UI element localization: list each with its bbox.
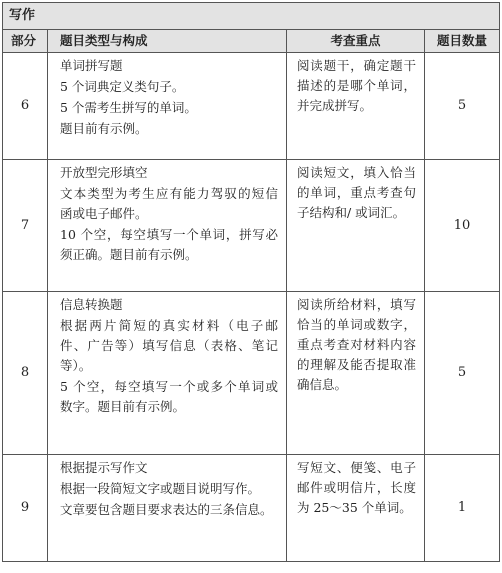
type-paragraph (60, 184, 278, 224)
type-paragraph (60, 500, 278, 520)
type-paragraph (60, 316, 278, 376)
type-paragraph (60, 295, 278, 315)
table-row (3, 53, 500, 160)
focus-text-line: 重点考查对材料内容 (297, 337, 416, 352)
focus-cell (287, 455, 425, 562)
table-row (3, 455, 500, 562)
question-count: 5 (425, 53, 500, 160)
type-paragraph (60, 479, 278, 499)
type-paragraph (60, 377, 278, 417)
focus-text-line: 为 25～35 个单词。 (297, 500, 412, 515)
focus-cell (287, 160, 425, 292)
focus-cell (287, 53, 425, 160)
focus-text-line: 并完成拼写。 (297, 98, 373, 113)
type-text-line: 5 个空，每空填写一个或多个单词或 (60, 379, 278, 394)
focus-text-line: 描述的是哪个单词， (297, 78, 416, 93)
table-row (3, 160, 500, 292)
question-count: 10 (425, 160, 500, 292)
table-row (3, 292, 500, 455)
type-paragraph (60, 458, 278, 478)
column-header-count: 题目数量 (425, 30, 500, 53)
type-text-line: 文章要包含题目要求表达的三条信息。 (60, 502, 273, 517)
part-number: 7 (3, 160, 48, 292)
question-count: 1 (425, 455, 500, 562)
type-text-line: 题目前有示例。 (60, 121, 148, 136)
focus-cell (287, 292, 425, 455)
question-count: 5 (425, 292, 500, 455)
question-type-cell (48, 292, 287, 455)
column-header-type: 题目类型与构成 (48, 30, 287, 53)
type-text-line: 开放型完形填空 (60, 165, 148, 180)
focus-text-line: 阅读短文，填入恰当 (297, 165, 416, 180)
section-title: 写作 (3, 3, 500, 30)
type-text-line: 信息转换题 (60, 297, 123, 312)
part-number: 6 (3, 53, 48, 160)
type-text-line: 须正确。题目前有示例。 (60, 247, 198, 262)
part-number: 8 (3, 292, 48, 455)
type-paragraph (60, 225, 278, 265)
type-paragraph (60, 119, 278, 139)
column-header-focus: 考查重点 (287, 30, 425, 53)
type-text-line: 根据一段简短文字或题目说明写作。 (60, 481, 261, 496)
focus-text-line: 恰当的单词或数字， (297, 317, 416, 332)
type-paragraph (60, 98, 278, 118)
focus-text-line: 的单词，重点考查句 (297, 185, 416, 200)
type-text-line: 函或电子邮件。 (60, 206, 148, 221)
focus-text-line: 写短文、便笺、电子 (297, 460, 416, 475)
focus-text-line: 子结构和/ 或词汇。 (297, 205, 406, 220)
question-type-cell (48, 455, 287, 562)
type-paragraph (60, 56, 278, 76)
type-text-line: 5 个词典定义类句子。 (60, 79, 185, 94)
part-number: 9 (3, 455, 48, 562)
type-text-line: 等）。 (60, 358, 92, 373)
focus-text-line: 邮件或明信片，长度 (297, 480, 416, 495)
type-paragraph (60, 163, 278, 183)
column-header-row (3, 30, 500, 53)
type-text-line: 数字。题目前有示例。 (60, 399, 186, 414)
type-text-line: 文本类型为考生应有能力驾驭的短信 (60, 186, 278, 201)
focus-text-line: 的理解及能否提取准 (297, 357, 416, 372)
focus-text-line: 阅读题干，确定题干 (297, 58, 416, 73)
type-text-line: 根据提示写作文 (60, 460, 148, 475)
type-text-line: 根据两片简短的真实材料（电子邮 (60, 318, 278, 333)
type-text-line: 10 个空，每空填写一个单词，拼写必 (60, 227, 278, 242)
question-type-cell (48, 160, 287, 292)
focus-text-line: 阅读所给材料，填写 (297, 297, 416, 312)
type-text-line: 5 个需考生拼写的单词。 (60, 100, 197, 115)
type-text-line: 件、广告等）填写信息（表格、笔记 (60, 338, 278, 353)
question-type-cell (48, 53, 287, 160)
column-header-part: 部分 (3, 30, 48, 53)
type-text-line: 单词拼写题 (60, 58, 123, 73)
focus-text-line: 确信息。 (297, 377, 348, 392)
type-paragraph (60, 77, 278, 97)
writing-section-table (2, 2, 500, 562)
